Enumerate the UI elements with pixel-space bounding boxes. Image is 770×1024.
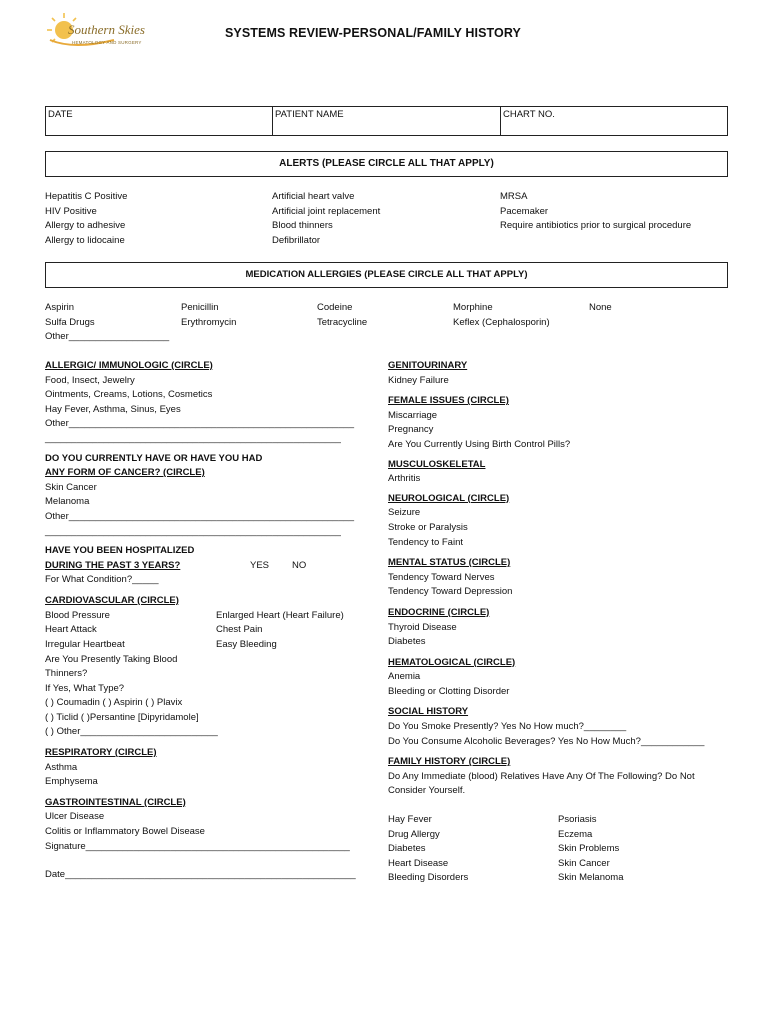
cancer-item[interactable]: Skin Cancer (45, 481, 97, 493)
cancer-blank-line[interactable]: ________________________________________________________ (45, 525, 341, 537)
med-item[interactable]: Tetracycline (317, 316, 368, 328)
cancer-item[interactable]: Melanoma (45, 496, 90, 508)
musculo-heading: MUSCULOSKELETAL (388, 458, 486, 470)
endo-item[interactable]: Thyroid Disease (388, 621, 457, 633)
family-question: Do Any Immediate (blood) Relatives Have Any Of The Following? Do Not (388, 770, 695, 782)
alert-item[interactable]: Allergy to lidocaine (45, 234, 125, 246)
blood-thinner-options[interactable]: ( ) Ticlid ( )Persantine [Dipyridamole] (45, 711, 199, 723)
blood-thinner-question-line2: Thinners? (45, 668, 88, 680)
endo-heading: ENDOCRINE (CIRCLE) (388, 606, 490, 618)
cardio-items (45, 609, 356, 653)
blood-thinner-options[interactable]: ( ) Coumadin ( ) Aspirin ( ) Plavix (45, 697, 183, 709)
logo (44, 10, 144, 52)
alert-item[interactable]: HIV Positive (45, 205, 97, 217)
mental-heading: MENTAL STATUS (CIRCLE) (388, 557, 511, 569)
musculo-item[interactable]: Arthritis (388, 473, 421, 485)
blood-thinner-question: Are You Presently Taking Blood (45, 653, 178, 665)
patient-name-label: PATIENT NAME (275, 109, 344, 120)
hema-item[interactable]: Anemia (388, 671, 421, 683)
family-items (388, 813, 704, 887)
alert-item[interactable]: Pacemaker (500, 205, 549, 217)
social-alcohol-field[interactable]: Do You Consume Alcoholic Beverages? Yes No How Much?____________ (388, 735, 705, 747)
med-other-field[interactable]: Other___________________ (45, 331, 170, 343)
family-item[interactable]: Skin Cancer (558, 857, 610, 869)
cardio-item[interactable]: Heart Attack (45, 624, 97, 636)
family-item[interactable]: Eczema (558, 828, 593, 840)
date-signature-field[interactable]: Date_______________________________________________________ (45, 869, 356, 881)
hosp-yes-option[interactable]: YES (250, 559, 270, 571)
med-col5 (589, 301, 612, 316)
med-item[interactable]: Morphine (453, 302, 493, 313)
family-item[interactable]: Bleeding Disorders (388, 872, 469, 884)
female-item[interactable]: Miscarriage (388, 409, 438, 421)
family-item[interactable]: Skin Problems (558, 843, 620, 855)
cardio-heading: CARDIOVASCULAR (CIRCLE) (45, 594, 179, 606)
mental-item[interactable]: Tendency Toward Nerves (388, 571, 495, 583)
cancer-question-line2: ANY FORM OF CANCER? (CIRCLE) (45, 467, 205, 479)
allergic-other-field[interactable]: Other______________________________________________________ (45, 418, 355, 430)
allergic-item[interactable]: Ointments, Creams, Lotions, Cosmetics (45, 389, 213, 401)
alert-item[interactable]: Artificial joint replacement (272, 205, 381, 217)
date-label: DATE (48, 109, 73, 120)
gi-item[interactable]: Ulcer Disease (45, 811, 105, 823)
cardio-item[interactable]: Enlarged Heart (Heart Failure) (216, 609, 344, 621)
signature-field[interactable]: Signature__________________________________________________ (45, 840, 350, 852)
neuro-item[interactable]: Seizure (388, 507, 421, 519)
blood-thinner-type-label: If Yes, What Type? (45, 682, 125, 694)
resp-item[interactable]: Emphysema (45, 776, 98, 788)
family-item[interactable]: Diabetes (388, 843, 426, 855)
date-field[interactable] (46, 107, 273, 135)
logo-name: Southern Skies (68, 22, 145, 37)
alert-item[interactable]: MRSA (500, 191, 528, 202)
med-item[interactable]: Codeine (317, 302, 353, 313)
hosp-no-option[interactable]: NO (292, 559, 307, 571)
logo-tagline: HEMATOLOGY AND SURGERY (72, 40, 142, 45)
med-item[interactable]: Sulfa Drugs (45, 316, 95, 328)
alert-item[interactable]: Blood thinners (272, 220, 333, 232)
hosp-question-line2: DURING THE PAST 3 YEARS? (45, 559, 181, 571)
med-col4 (453, 301, 550, 330)
alerts-col2 (272, 190, 380, 248)
hosp-condition-field[interactable]: For What Condition?_____ (45, 574, 159, 586)
alert-item[interactable]: Defibrillator (272, 234, 321, 246)
family-item[interactable]: Hay Fever (388, 814, 432, 826)
med-item[interactable]: None (589, 302, 612, 313)
social-heading: SOCIAL HISTORY (388, 706, 469, 718)
med-allergies-heading: MEDICATION ALLERGIES (PLEASE CIRCLE ALL THAT APPLY) (45, 262, 728, 288)
hosp-question-row (45, 559, 356, 574)
gu-heading: GENITOURINARY (388, 360, 468, 371)
social-smoke-field[interactable]: Do You Smoke Presently? Yes No How much?________ (388, 721, 627, 733)
chart-no-label: CHART NO. (503, 109, 555, 120)
blood-thinner-other-field[interactable]: ( ) Other__________________________ (45, 726, 218, 738)
cardio-item[interactable]: Blood Pressure (45, 609, 110, 621)
alert-item[interactable]: Artificial heart valve (272, 191, 355, 202)
female-heading: FEMALE ISSUES (CIRCLE) (388, 395, 509, 407)
alerts-col1 (45, 190, 127, 248)
allergic-blank-line[interactable]: ________________________________________________________ (45, 432, 341, 444)
allergic-item[interactable]: Food, Insect, Jewelry (45, 374, 135, 386)
hema-heading: HEMATOLOGICAL (CIRCLE) (388, 656, 516, 668)
hema-item[interactable]: Bleeding or Clotting Disorder (388, 685, 510, 697)
alert-item[interactable]: Allergy to adhesive (45, 220, 126, 232)
neuro-item[interactable]: Stroke or Paralysis (388, 521, 468, 533)
female-item[interactable]: Pregnancy (388, 424, 434, 436)
chart-no-field[interactable] (501, 107, 727, 135)
allergic-item[interactable]: Hay Fever, Asthma, Sinus, Eyes (45, 403, 181, 415)
med-item[interactable]: Erythromycin (181, 316, 237, 328)
header-table (45, 106, 728, 136)
gi-item[interactable]: Colitis or Inflammatory Bowel Disease (45, 826, 205, 838)
female-item[interactable]: Are You Currently Using Birth Control Pills? (388, 438, 571, 450)
family-question-line2: Consider Yourself. (388, 785, 466, 797)
alert-item[interactable]: Hepatitis C Positive (45, 191, 128, 202)
med-col2 (181, 301, 236, 330)
family-item[interactable]: Heart Disease (388, 857, 449, 869)
mental-item[interactable]: Tendency Toward Depression (388, 586, 513, 598)
med-item[interactable]: Keflex (Cephalosporin) (453, 316, 550, 328)
alerts-heading: ALERTS (PLEASE CIRCLE ALL THAT APPLY) (45, 151, 728, 177)
cardio-item[interactable]: Chest Pain (216, 624, 263, 636)
med-col1 (45, 301, 169, 345)
right-column (388, 359, 704, 887)
endo-item[interactable]: Diabetes (388, 636, 426, 648)
gi-heading: GASTROINTESTINAL (CIRCLE) (45, 796, 186, 808)
allergic-heading: ALLERGIC/ IMMUNOLOGIC (CIRCLE) (45, 360, 213, 371)
hosp-question: HAVE YOU BEEN HOSPITALIZED (45, 545, 195, 557)
cancer-other-field[interactable]: Other______________________________________________________ (45, 510, 355, 522)
family-item[interactable]: Psoriasis (558, 814, 597, 826)
cardio-item[interactable]: Easy Bleeding (216, 638, 277, 650)
family-heading: FAMILY HISTORY (CIRCLE) (388, 756, 511, 768)
page-title: SYSTEMS REVIEW-PERSONAL/FAMILY HISTORY (225, 26, 521, 40)
family-item[interactable]: Drug Allergy (388, 828, 440, 840)
patient-name-field[interactable] (273, 107, 501, 135)
alert-item[interactable]: Require antibiotics prior to surgical procedure (500, 220, 692, 232)
alerts-col3 (500, 190, 691, 234)
neuro-item[interactable]: Tendency to Faint (388, 536, 463, 548)
cancer-question: DO YOU CURRENTLY HAVE OR HAVE YOU HAD (45, 452, 263, 464)
left-column (45, 359, 356, 883)
resp-item[interactable]: Asthma (45, 761, 78, 773)
med-item[interactable]: Penicillin (181, 302, 219, 313)
cardio-item[interactable]: Irregular Heartbeat (45, 638, 125, 650)
gu-item[interactable]: Kidney Failure (388, 374, 449, 386)
med-item[interactable]: Aspirin (45, 302, 75, 313)
resp-heading: RESPIRATORY (CIRCLE) (45, 747, 157, 759)
neuro-heading: NEUROLOGICAL (CIRCLE) (388, 492, 510, 504)
med-col3 (317, 301, 367, 330)
family-item[interactable]: Skin Melanoma (558, 872, 624, 884)
